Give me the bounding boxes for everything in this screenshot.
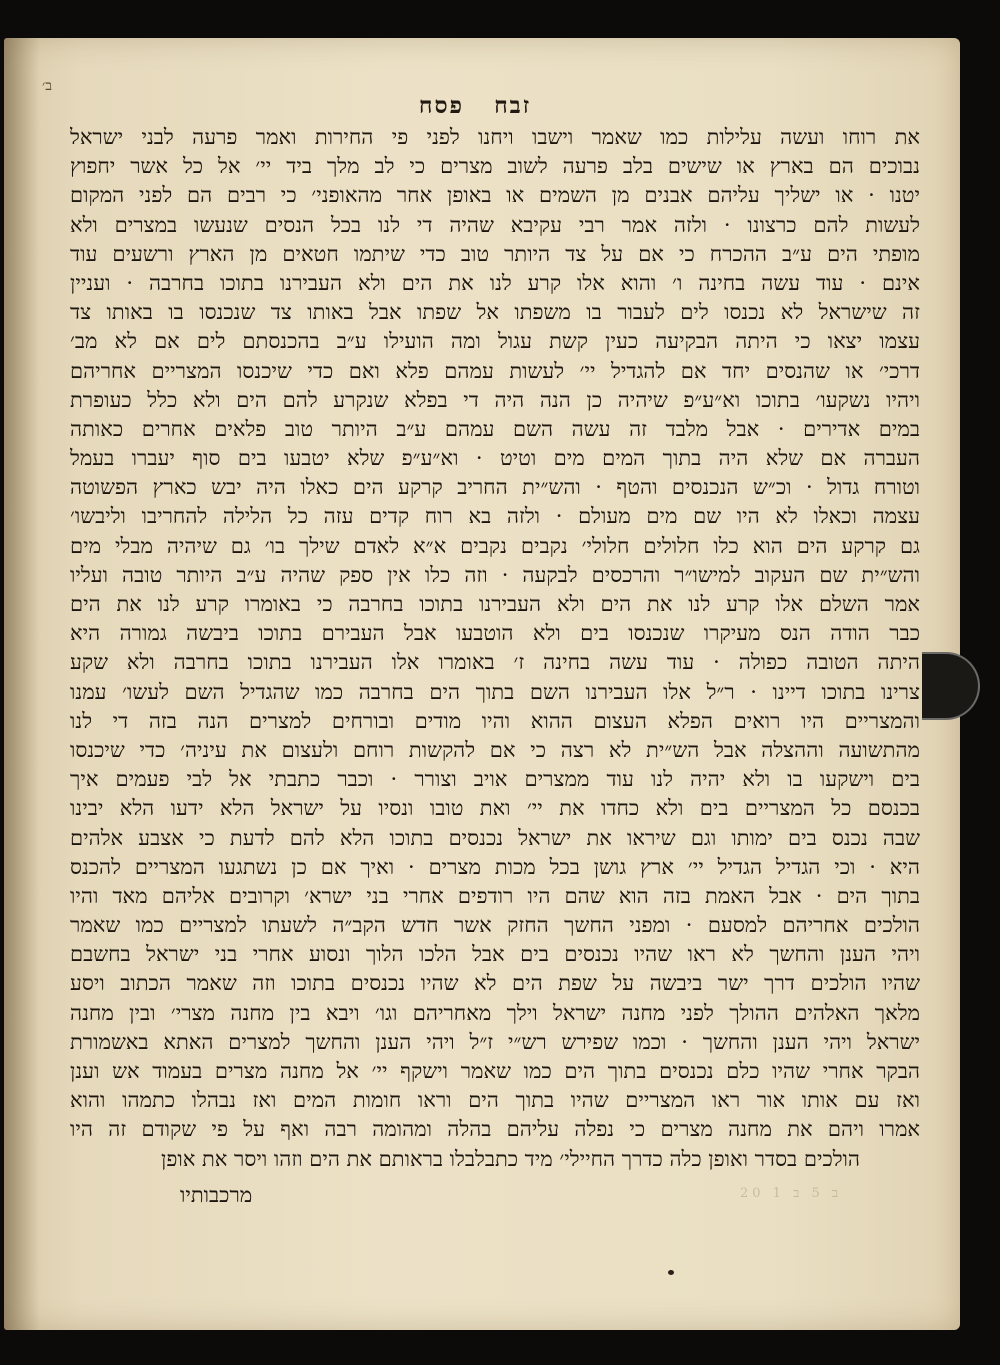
text-line: זה שישראל לא נכנסו לים לעבור בו משפתו אל שפתו אבל באותו צד שנכנסו בו באותו צד: [70, 300, 920, 325]
text-line: הולכים אחריהם למסעם · ומפני החשך החזק אשר חדש הקב״ה לשעתו למצריים כמו שאמר: [70, 913, 920, 938]
text-line: אמר השלם אלו קרע לנו את הים ולא העבירנו בתוכו בחרבה כי באומרו קרע לנו את הים: [70, 592, 920, 616]
running-head-word-2: פסח: [418, 92, 465, 119]
text-line: צרינו בתוכו דיינו · ר״ל אלו העבירנו השם בתוך הים בחרבה כמו שהגדיל השם לעשו׳ עמנו: [70, 679, 920, 704]
text-line: ויהיו נשקעו׳ בתוכו וא״ע״פ שיהיה כן הנה היה די בפלא שנקרע להם הים ולא כלל כעופרת: [70, 387, 920, 412]
text-line: לעשות להם כרצונו · ולזה אמר רבי עקיבא שהיה די לנו בכל הנסים שנעשו במצרים ולא: [70, 212, 920, 237]
corner-mark: ב׳: [42, 78, 52, 94]
text-line: את רוחו ועשה עלילות כמו שאמר וישבו ויחנו לפני פי החירות ואמר פרעה לבני ישראל: [70, 125, 920, 149]
text-line: ישראל ויהי הענן והחשך · וכמו שפירש רש״י ז״ל ויהי הענן והחשך למצרים האתא באשמורת: [70, 1029, 920, 1054]
text-line: גם קרקע הים הוא כלו חלולים חלולי׳ נקבים נקבים א״א לאדם שילך בו׳ גם שיהיה מבלי מים: [70, 533, 920, 558]
text-line: במים אדירים · אבל מלבד זה עשה השם עמהם ע״ב היותר טוב פלאים אחרים כאותה: [70, 416, 920, 441]
text-line: נבוכים הם בארץ או שישים בלב פרעה לשוב מצרים כי לב מלך ביד יי׳ אל כל אשר יחפוץ: [70, 154, 920, 179]
text-line: כבר הודה הנס מעיקרו שנכנסו בים ולא הוטבעו אבל העבירם בתוכו ביבשה גמורה היא: [70, 621, 920, 646]
text-line: בים וישקעו בו ולא יהיה לנו עוד ממצרים אויב וצורר · וכבר כתבתי אל לבי פעמים איך: [70, 767, 920, 792]
text-line: מופתי הים ע״ב ההכרח כי אם על צד היותר טוב כדי שיתמו חטאים מן הארץ ורשעים עוד: [70, 241, 920, 266]
text-line: אינם · עוד עשה בחינה ו׳ והוא אלו קרע לנו את הים ולא העבירנו בתוכו בחרבה · ועניין: [70, 270, 920, 295]
text-line: הבקר אחרי שהיו כלם נכנסים בתוך הים כמו שאמר וישקף יי׳ אל מחנה מצרים בעמוד אש וענן: [70, 1059, 920, 1083]
text-line: בכנסם כל המצריים בים ולא כחדו את יי׳ ואת טובו ונסיו על ישראל הלא ידעו הלא יבינו: [70, 796, 920, 821]
text-line: אמרו ויהם את מחנה מצרים כי נפלה עליהם בהלה ומהומה רבה ואף על פי שקודם זה היו: [70, 1117, 920, 1142]
gutter-shadow: [4, 38, 40, 1330]
running-head: [380, 92, 570, 119]
text-line: והמצריים היו רואים הפלא העצום ההוא והיו מודים ובורחים למצרים הנה בזה די לנו: [70, 708, 920, 733]
text-line: היתה הטובה כפולה · עוד עשה בחינה ז׳ באומרו אלו העבירנו בתוכו בחרבה ולא שקע: [70, 650, 920, 675]
text-line: ואז עם אותו אור ראו המצריים שהיו בתוך הים וראו חומות המים ואז נבהלו כתמהו והוא: [70, 1088, 920, 1113]
bleed-through-text: 20 1 ב 5 ב: [740, 1186, 843, 1201]
text-line: והש״ית שם העקוב למישו״ר והרכסים לבקעה · וזה כלו אין ספק שהיה ע״ב היותר טובה ועליו: [70, 562, 920, 587]
text-line: שהיו הולכים דרך ישר ביבשה על שפת הים לא שהיו נכנסים בתוכו וזה שאמר הכתוב ויסע: [70, 971, 920, 996]
text-line: דרכי׳ או שהנסים יחד אם להגדיל יי׳ לעשות עמהם פלא ואם כדי שיכנסו המצריים אחריהם: [70, 358, 920, 383]
text-line: העברה אם שלא היה בתוך המים מים וטיט · וא״ע״פ שלא יטבעו בים סוף יעברו בעמל: [70, 446, 920, 471]
running-head-word-1: זבח: [494, 92, 532, 119]
body-text: [70, 123, 920, 1174]
text-line: וטורח גדול · וכ״ש הנכנסים והטף · והש״ית החריב קרקע הים כאלו היה יבש כארץ הפשוטה: [70, 475, 920, 500]
catchword: מרכבותיו: [180, 1183, 253, 1207]
text-line: שבה נכנס בים ימותו וגם שיראו את ישראל נכנסים בתוכו הלא להם לדעת כי אצבע אלהים: [70, 825, 920, 850]
text-line: עצמה וכאלו לא היו שם מים מעולם · ולזה בא רוח קדים עזה כל הלילה להחריבו וליבשו׳: [70, 504, 920, 529]
text-line: בתוך הים · אבל האמת בזה הוא שהם היו רודפים אחרי בני ישרא׳ וקרובים אליהם מאד והיו: [70, 883, 920, 908]
text-line: עצמו יצאו כי היתה הבקיעה כעין קשת עגול ומה הועילו ע״ב בהכנסתם לים אם לא מב׳: [70, 329, 920, 354]
text-line: הולכים בסדר ואופן כלה כדרך החיילי׳ מיד כתבלבלו בראותם את הים וזהו ויסר את אופן: [160, 1146, 860, 1171]
ink-speck: [668, 1270, 674, 1275]
text-line: ויהי הענן והחשך לא ראו שהיו נכנסים בים אבל הלכו הלוך ונסוע אחרי בני ישראל בחשבם: [70, 942, 920, 967]
text-line: היא · וכי הגדיל הגדיל יי׳ ארץ גושן בכל מכות מצרים · ואיך אם כן נשתגעו המצריים להכנס: [70, 854, 920, 879]
text-line: מהתשועה וההצלה אבל הש״ית לא רצה כי אם להקשות רוחם ולעצום את עיניה׳ כדי שיכנסו: [70, 737, 920, 762]
text-line: מלאך האלהים ההולך לפני מחנה ישראל וילך מאחריהם וגו׳ ויבא בין מחנה מצרי׳ ובין מחנה: [70, 1000, 920, 1025]
text-line: יטנו · או ישליך עליהם אבנים מן השמים או באופן אחר מהאופני׳ כי רבים הם לפני המקום: [70, 183, 920, 208]
page-edge-tab: [922, 652, 980, 720]
